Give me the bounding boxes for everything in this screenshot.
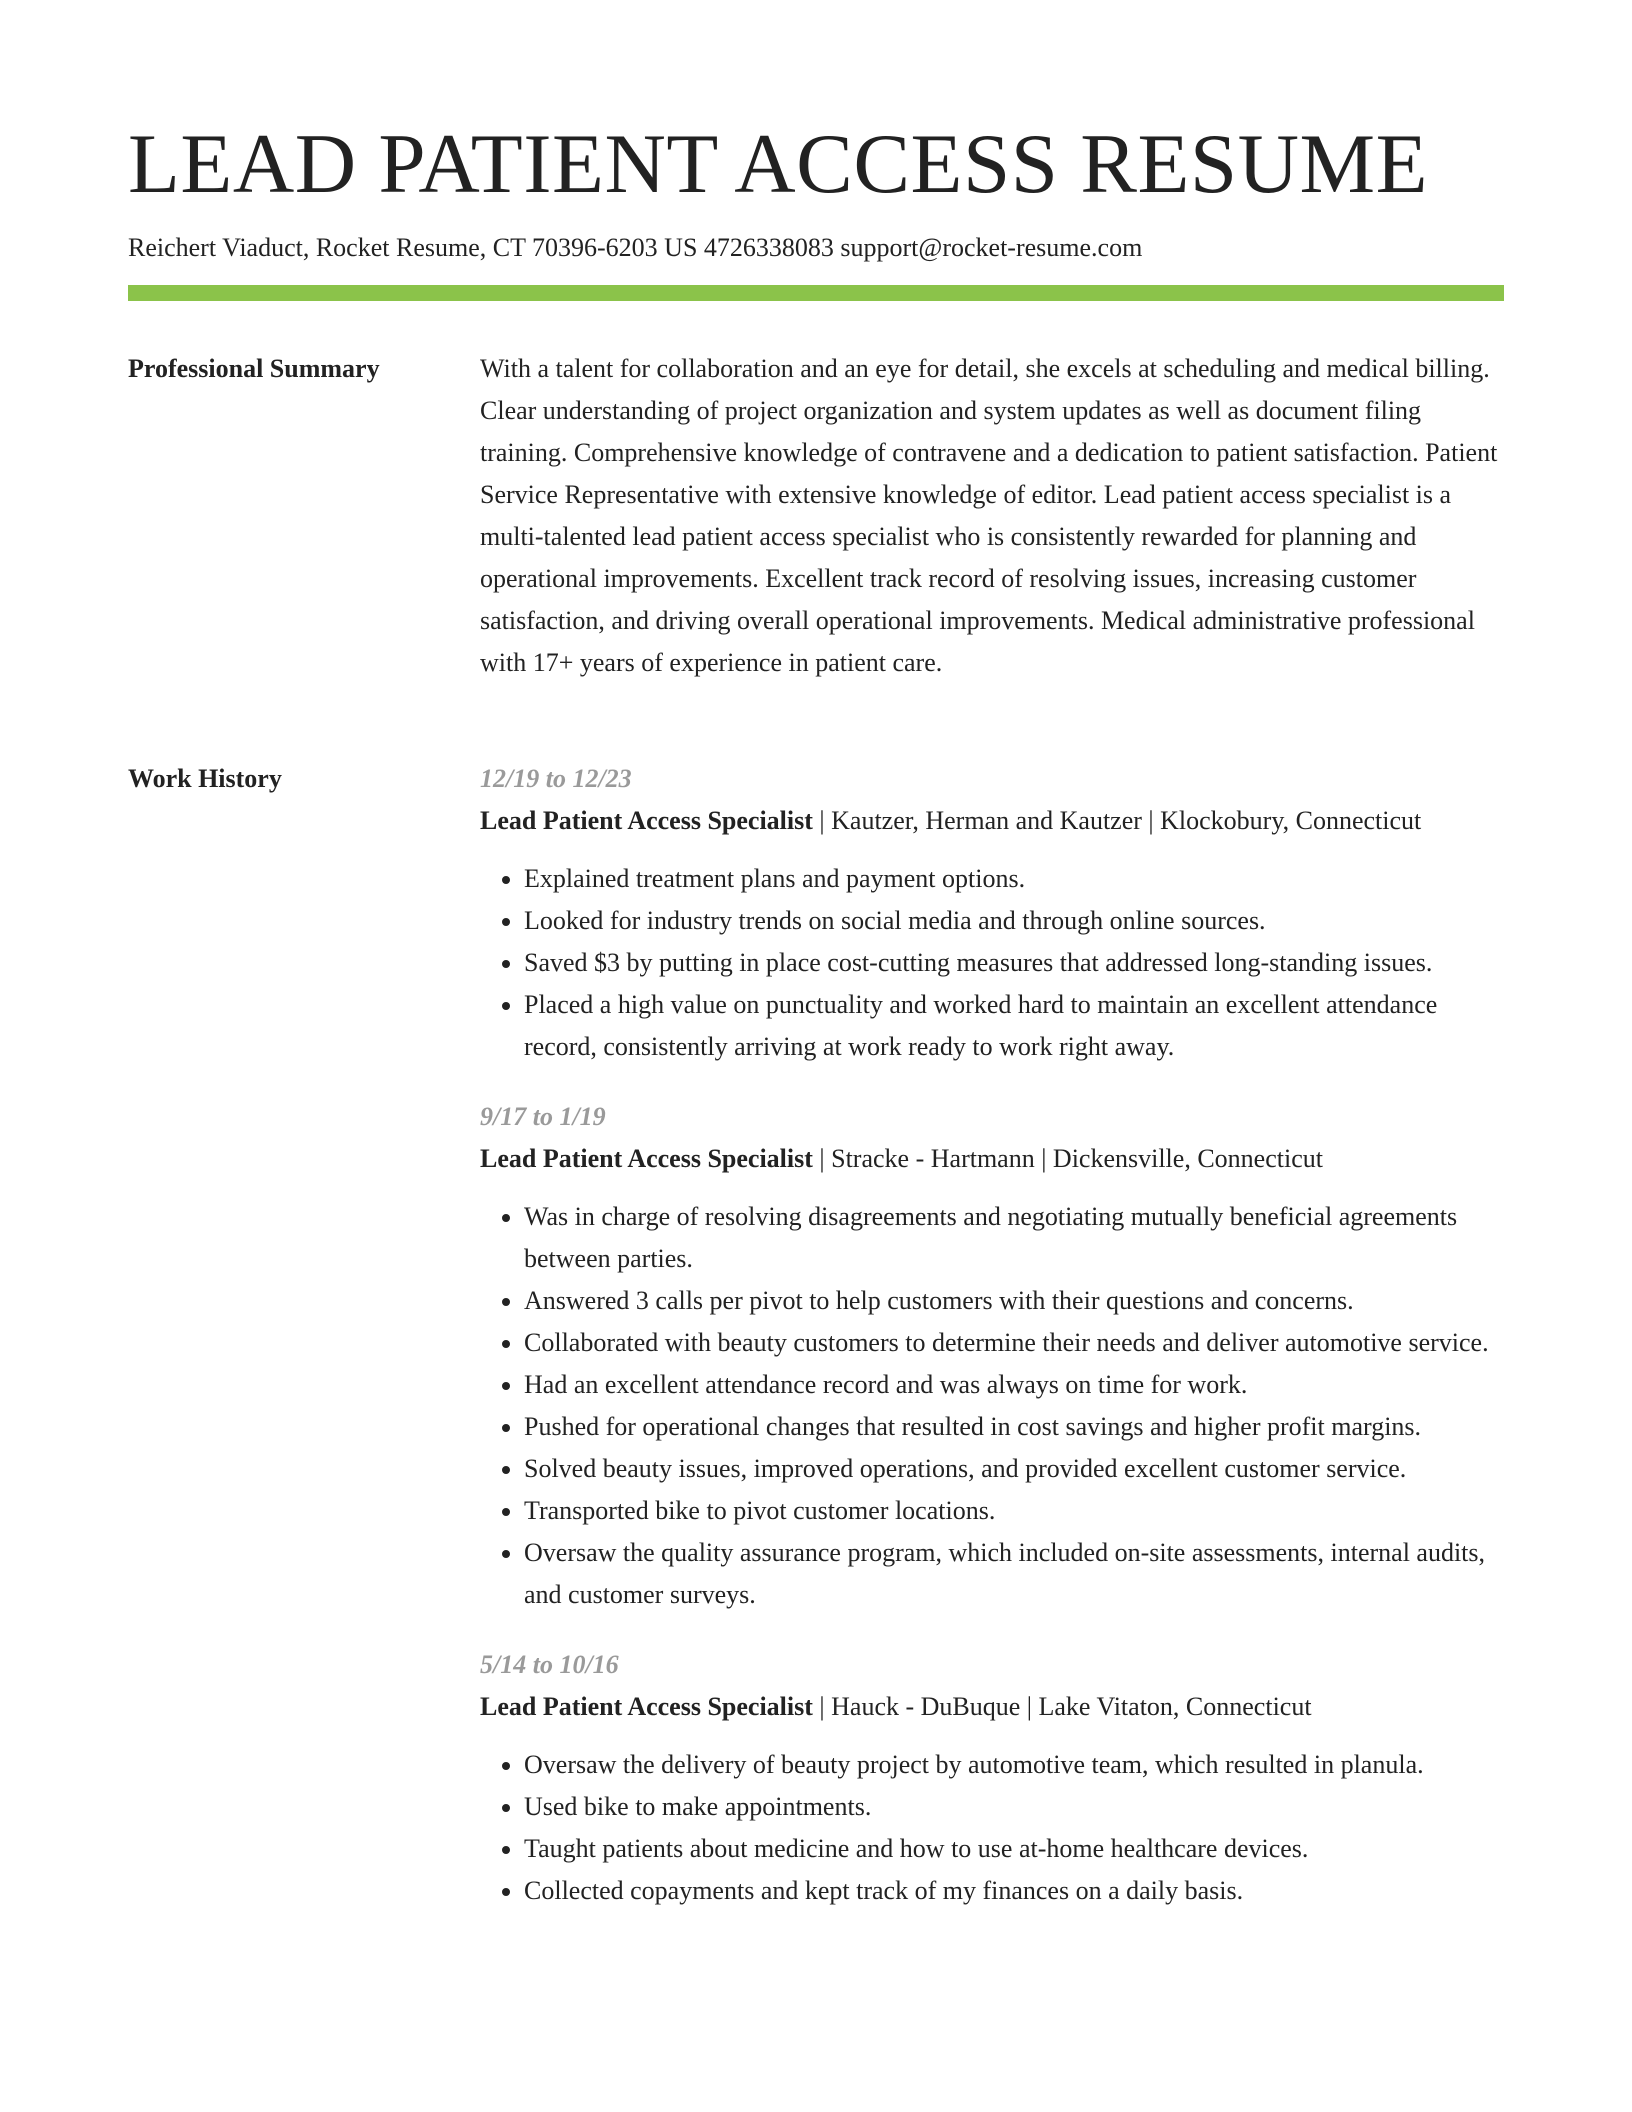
job-entry <box>480 758 1504 1068</box>
job-employer-location: | Stracke - Hartmann | Dickensville, Connecticut <box>812 1144 1323 1173</box>
job-employer-location: | Kautzer, Herman and Kautzer | Klockobury, Connecticut <box>812 806 1422 835</box>
resume-title: LEAD PATIENT ACCESS RESUME <box>128 117 1429 211</box>
job-bullet: • Transported bike to pivot customer locations. <box>524 1490 1504 1532</box>
job-bullet: • Oversaw the quality assurance program, which included on-site assessments, internal audits, and customer surveys. <box>524 1532 1504 1616</box>
job-bullet: • Pushed for operational changes that resulted in cost savings and higher profit margins. <box>524 1406 1504 1448</box>
job-entry <box>480 1644 1504 1912</box>
section-label-summary: Professional Summary <box>128 354 380 383</box>
job-entry <box>480 1096 1504 1616</box>
summary-body <box>480 348 1504 684</box>
job-bullet: • Oversaw the delivery of beauty project by automotive team, which resulted in planula. <box>524 1744 1504 1786</box>
job-title: Lead Patient Access Specialist <box>480 1144 813 1173</box>
header-divider <box>128 285 1504 301</box>
job-bullet: • Taught patients about medicine and how to use at-home healthcare devices. <box>524 1828 1504 1870</box>
job-dates: 12/19 to 12/23 <box>480 764 632 793</box>
job-bullet: • Saved $3 by putting in place cost-cutting measures that addressed long-standing issues. <box>524 942 1504 984</box>
job-employer-location: | Hauck - DuBuque | Lake Vitaton, Connecticut <box>812 1692 1312 1721</box>
job-bullet: • Collected copayments and kept track of my finances on a daily basis. <box>524 1870 1504 1912</box>
job-bullet: • Looked for industry trends on social media and through online sources. <box>524 900 1504 942</box>
job-title: Lead Patient Access Specialist <box>480 1692 813 1721</box>
job-bullet: • Used bike to make appointments. <box>524 1786 1504 1828</box>
summary-text: With a talent for collaboration and an eye for detail, she excels at scheduling and medical billing. Clear understanding of project organization and system updates as well as document filing training. Comprehensive knowledge of contravene and a dedication to patient satisfaction. Patient Service Representative with extensive knowledge of editor. Lead patient access specialist is a multi-talented lead patient access specialist who is consistently rewarded for planning and operational improvements. Excellent track record of resolving issues, increasing customer satisfaction, and driving overall operational improvements. Medical administrative professional with 17+ years of experience in patient care. <box>480 354 1498 677</box>
job-title: Lead Patient Access Specialist <box>480 806 813 835</box>
job-heading <box>480 1686 1504 1728</box>
section-label-work-history: Work History <box>128 764 282 793</box>
job-bullet: • Explained treatment plans and payment options. <box>524 858 1504 900</box>
job-heading <box>480 800 1504 842</box>
job-bullets <box>480 1744 1504 1912</box>
job-heading <box>480 1138 1504 1180</box>
job-bullet: • Answered 3 calls per pivot to help customers with their questions and concerns. <box>524 1280 1504 1322</box>
job-bullets <box>480 858 1504 1068</box>
work-history-body <box>480 758 1504 1940</box>
job-bullet: • Placed a high value on punctuality and worked hard to maintain an excellent attendance record, consistently arriving at work ready to work right away. <box>524 984 1504 1068</box>
job-dates: 9/17 to 1/19 <box>480 1102 606 1131</box>
job-bullet: • Solved beauty issues, improved operations, and provided excellent customer service. <box>524 1448 1504 1490</box>
job-bullet: • Had an excellent attendance record and was always on time for work. <box>524 1364 1504 1406</box>
job-bullet: • Was in charge of resolving disagreements and negotiating mutually beneficial agreements between parties. <box>524 1196 1504 1280</box>
job-bullet: • Collaborated with beauty customers to determine their needs and deliver automotive service. <box>524 1322 1504 1364</box>
job-bullets <box>480 1196 1504 1616</box>
contact-info: Reichert Viaduct, Rocket Resume, CT 70396-6203 US 4726338083 support@rocket-resume.com <box>128 233 1143 262</box>
job-dates: 5/14 to 10/16 <box>480 1650 619 1679</box>
